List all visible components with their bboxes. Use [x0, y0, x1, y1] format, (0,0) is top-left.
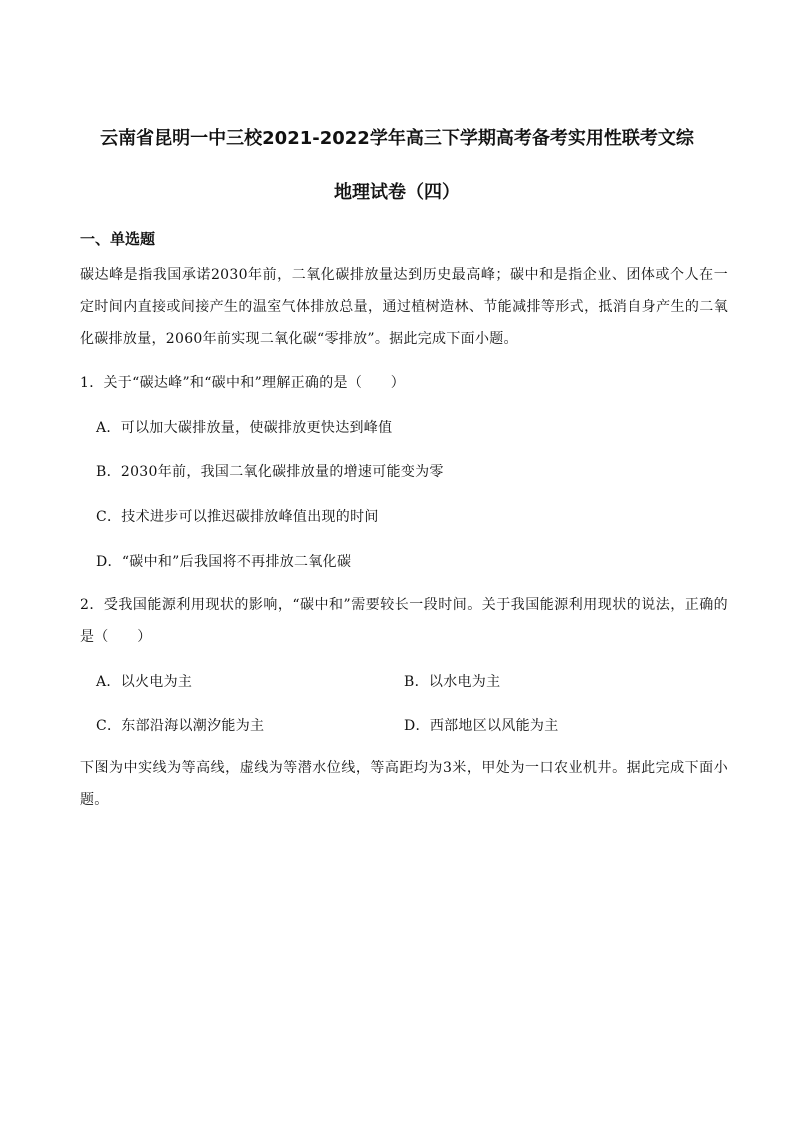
section-heading: 一、单选题 — [80, 230, 156, 248]
intro-paragraph: 碳达峰是指我国承诺2030年前，二氧化碳排放量达到历史最高峰；碳中和是指企业、团体或个人在一定时间内直接或间接产生的温室气体排放总量，通过植树造林、节能减排等形式，抵消自身产生的二氧化碳排放量，2060年前实现二氧化碳“零排放”。据此完成下面小题。 — [80, 267, 728, 347]
question-2-option-c: C．东部沿海以潮汐能为主 — [96, 718, 265, 734]
question-1-option-a: A．可以加大碳排放量，使碳排放更快达到峰值 — [96, 420, 393, 436]
question-1-stem: 1．关于“碳达峰”和“碳中和”理解正确的是（ ） — [80, 375, 406, 391]
question-1-option-b: B．2030年前，我国二氧化碳排放量的增速可能变为零 — [96, 464, 444, 480]
next-question-paragraph: 下图为中实线为等高线，虚线为等潜水位线，等高距均为3米，甲处为一口农业机井。据此完成下面小题。 — [80, 760, 728, 808]
document-title-line-1: 云南省昆明一中三校2021-2022学年高三下学期高考备考实用性联考文综 — [100, 128, 694, 149]
question-2-stem: 2．受我国能源利用现状的影响，“碳中和”需要较长一段时间。关于我国能源利用现状的说法，正确的是（ ） — [80, 597, 728, 645]
question-2-option-d: D．西部地区以风能为主 — [404, 718, 559, 734]
question-1-option-c: C．技术进步可以推迟碳排放峰值出现的时间 — [96, 509, 379, 525]
question-2-option-a: A．以火电为主 — [96, 674, 193, 690]
question-1-option-d: D．“碳中和”后我国将不再排放二氧化碳 — [96, 554, 352, 570]
question-2-option-b: B．以水电为主 — [404, 674, 501, 690]
document-title-line-2: 地理试卷（四） — [334, 182, 460, 203]
